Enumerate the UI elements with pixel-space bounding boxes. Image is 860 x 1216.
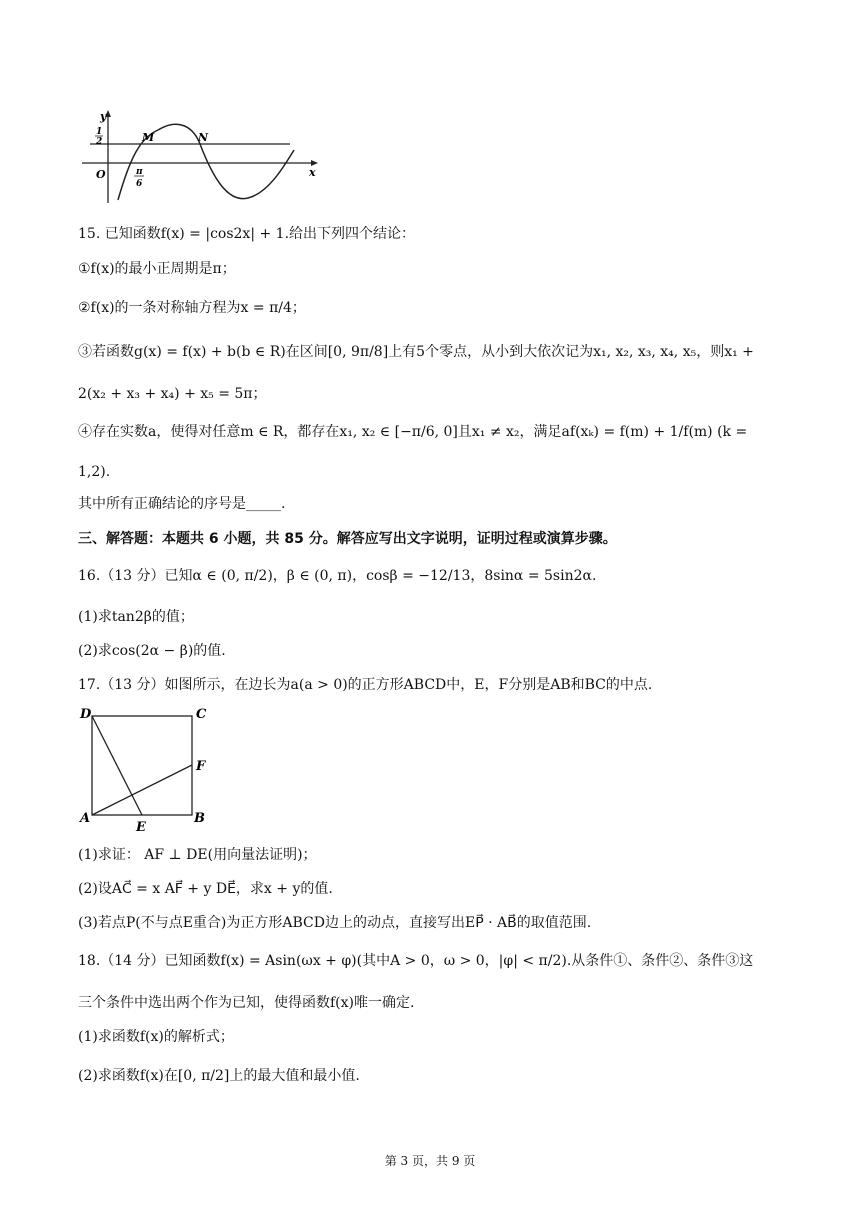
q17-part-2: (2)设AC⃗ = x AF⃗ + y DE⃗，求x + y的值. (78, 881, 333, 897)
point-m-label: M (142, 131, 155, 144)
point-n-label: N (198, 131, 209, 144)
q18-stem-line1: 18.（14 分）已知函数f(x) = Asin(ωx + φ)(其中A > 0，ω > 0，|φ| < π/2).从条件①、条件②、条件③这 (78, 953, 754, 969)
q16-part-1: (1)求tan2β的值； (78, 609, 194, 625)
q15-question: 其中所有正确结论的序号是_____. (78, 496, 286, 512)
q15-conclusion-2: ②f(x)的一条对称轴方程为x = π/4； (78, 300, 306, 316)
q17-stem: 17.（13 分）如图所示，在边长为a(a > 0)的正方形ABCD中，E，F分别是AB和BC的中点. (78, 677, 653, 693)
q18-part-1: (1)求函数f(x)的解析式； (78, 1029, 234, 1045)
q15-conclusion-3-line2: 2(x₂ + x₃ + x₄) + x₅ = 5π； (78, 386, 267, 402)
pi-denominator: 6 (136, 179, 143, 189)
q16-stem: 16.（13 分）已知α ∈ (0, π/2)，β ∈ (0, π)，cosβ = −12/13，8sinα = 5sin2α. (78, 568, 597, 584)
vertex-b: B (194, 811, 205, 826)
segment-af (92, 765, 192, 815)
q18-stem-line2: 三个条件中选出两个作为已知，使得函数f(x)唯一确定. (78, 995, 415, 1011)
section-3-heading: 三、解答题：本题共 6 小题，共 85 分。解答应写出文字说明，证明过程或演算步骤。 (78, 531, 617, 547)
q17-part-1: (1)求证： AF ⊥ DE(用向量法证明)； (78, 847, 317, 863)
square-abcd (92, 716, 192, 815)
x-axis-label: x (309, 166, 316, 179)
q15-conclusion-3-line1: ③若函数g(x) = f(x) + b(b ∈ R)在区间[0, 9π/8]上有5个零点，从小到大依次记为x₁, x₂, x₃, x₄, x₅，则x₁ + (78, 344, 754, 360)
half-numerator: 1 (96, 127, 103, 137)
q15-conclusion-4-line1: ④存在实数a，使得对任意m ∈ R，都存在x₁, x₂ ∈ [−π/6, 0]且x₁ ≠ x₂，满足af(xₖ) = f(m) + 1/f(m) (k = (78, 424, 748, 440)
sine-graph-figure (78, 108, 328, 208)
origin-label: O (96, 168, 106, 181)
pi-numerator: π (136, 167, 143, 177)
q15-stem: 15. 已知函数f(x) = |cos2x| + 1.给出下列四个结论： (78, 226, 416, 242)
vertex-c: C (196, 707, 207, 722)
segment-de (92, 716, 142, 815)
q17-part-3: (3)若点P(不与点E重合)为正方形ABCD边上的动点，直接写出EP⃗ · AB⃗的取值范围. (78, 915, 592, 931)
q15-conclusion-1: ①f(x)的最小正周期是π； (78, 261, 236, 277)
square-figure (76, 702, 216, 834)
q16-part-2: (2)求cos(2α − β)的值. (78, 643, 226, 659)
point-f: F (196, 759, 206, 774)
half-denominator: 2 (96, 137, 103, 147)
q18-part-2: (2)求函数f(x)在[0, π/2]上的最大值和最小值. (78, 1068, 360, 1084)
vertex-a: A (80, 811, 91, 826)
page-footer: 第 3 页，共 9 页 (384, 1154, 476, 1168)
y-axis-label: y (100, 110, 107, 123)
point-e: E (136, 820, 146, 834)
q15-conclusion-4-line2: 1,2). (78, 464, 111, 480)
vertex-d: D (80, 707, 92, 722)
